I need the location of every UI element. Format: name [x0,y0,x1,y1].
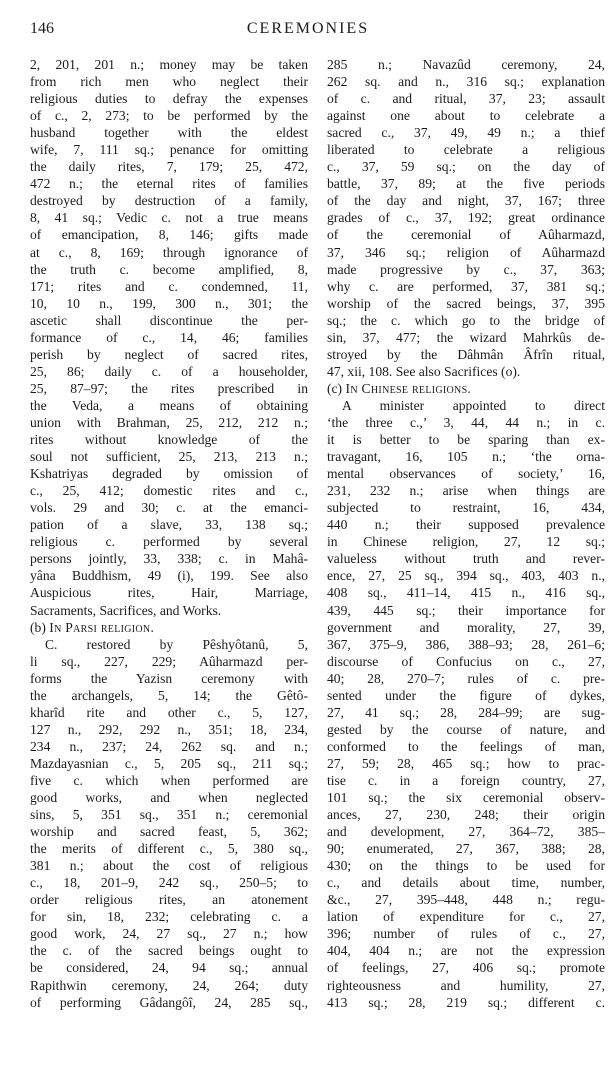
index-line: &c., 27, 395–448, 448 n.; regu- [327,892,605,908]
index-line: tise c. in a foreign country, 27, [327,772,605,788]
page-header [30,20,586,42]
index-line: union with Brahman, 25, 212, 212 n.; [30,414,308,430]
index-line: c., and details about time, number, [327,875,605,891]
index-line: 430; on the things to be used for [327,858,605,874]
index-line: subjected to restraint, 16, 434, [327,500,605,516]
index-line: Sacraments, Sacrifices, and Works. [30,602,222,618]
index-line: Kshatriyas degraded by omission of [30,466,308,482]
index-line: 37, 346 sq.; religion of Aûharmazd [327,244,605,260]
index-line: conformed to the feelings of man, [327,738,605,754]
index-line: 231, 232 n.; arise when things are [327,483,605,499]
index-line: righteousness and humility, 27, [327,977,605,993]
index-line: grades of c., 37, 192; great ordinance [327,210,605,226]
index-line: A minister appointed to direct [341,397,605,413]
index-line: sented under the figure of dykes, [327,687,605,703]
index-line: Auspicious rites, Hair, Marriage, [30,585,308,601]
index-line: formance of c., 14, 46; families [30,329,308,345]
index-line: of feelings, 27, 406 sq.; promote [327,960,605,976]
index-line: of the ceremonial of Aûharmazd, [327,227,605,243]
index-line: 413 sq.; 28, 219 sq.; different c. [327,994,605,1010]
index-line: 381 n.; about the cost of religious [30,858,308,874]
index-line: it is better to be sparing than ex- [327,432,605,448]
index-line: 25, 87–97; the rites prescribed in [30,380,308,396]
index-line: 404, 404 n.; are not the expression [327,943,605,959]
page-number: 146 [30,20,54,37]
index-line: of c., 2, 273; to be performed by the [30,108,308,124]
index-line: 440 n.; their supposed prevalence [327,517,605,533]
index-line: discourse of Confucius on c., 27, [327,653,605,669]
index-line: wife, 7, 111 sq.; penance for omitting [30,142,308,158]
right-column [327,56,605,1011]
index-line: 47, xii, 108. See also Sacrifices (o). [327,363,521,379]
index-line: at c., 8, 169; through ignorance of [30,244,308,260]
index-line: religious duties to defray the expenses [30,91,308,107]
index-line: made progressive by c., 37, 363; [327,261,605,277]
index-line: 396; number of rules of c., 27, [327,926,605,942]
index-line: kharîd rite and other c., 5, 127, [30,704,308,720]
index-line: pation of a slave, 33, 138 sq.; [30,517,308,533]
index-line: gested by the course of nature, and [327,721,605,737]
index-line: 27, 41 sq.; 28, 284–99; are sug- [327,704,605,720]
index-line: of c. and ritual, 37, 23; assault [327,91,605,107]
index-line: for sin, 18, 232; celebrating c. a [30,909,308,925]
index-line: be considered, 24, 94 sq.; annual [30,960,308,976]
index-line: sq.; the c. which go to the bridge of [327,312,605,328]
index-line: 127 n., 292, 292 n., 351; 18, 234, [30,721,308,737]
index-line: mental observances of society,’ 16, [327,466,605,482]
index-line: 10, 10 n., 199, 300 n., 301; the [30,295,308,311]
index-line: stroyed by the Dâhmân Âfrîn ritual, [327,346,605,362]
index-line: good work, 24, 27 sq., 27 n.; how [30,926,308,942]
index-line: the daily rites, 7, 179; 25, 472, [30,159,308,175]
index-line: battle, 37, 89; at the five periods [327,176,605,192]
index-line: the merits of different c., 5, 380 sq., [30,841,308,857]
index-line: valueless without truth and rever- [327,551,605,567]
index-line: the Veda, a means of obtaining [30,397,308,413]
index-line: 285 n.; Navazûd ceremony, 24, [327,57,605,72]
index-line: sacred c., 37, 49, 49 n.; a thief [327,125,605,141]
index-line: of emancipation, 8, 146; gifts made [30,227,308,243]
index-line: 8, 41 sq.; Vedic c. not a true means [30,210,308,226]
index-line: 27, 59; 28, 465 sq.; how to prac- [327,755,605,771]
index-line: Rapithwin ceremony, 24, 264; duty [30,977,308,993]
index-line: 101 sq.; the six ceremonial observ- [327,790,605,806]
index-line: persons jointly, 33, 338; c. in Mahâ- [30,551,308,567]
index-line: 234 n., 237; 24, 262 sq. and n.; [30,738,308,754]
index-line: ances, 27, 230, 248; their origin [327,807,605,823]
index-line: 25, 86; daily c. of a householder, [30,363,308,379]
index-line: C. restored by Pêshyôtanû, 5, [44,636,308,652]
index-line: li sq., 227, 229; Aûharmazd per- [30,653,308,669]
index-line: liberated to celebrate a religious [327,142,605,158]
index-line: c., 18, 201–9, 242 sq., 250–5; to [30,875,308,891]
index-line: 90; enumerated, 27, 367, 388; 28, [327,841,605,857]
index-line: travagant, 16, 105 n.; ‘the orna- [327,449,605,465]
index-line: why c. are performed, 37, 381 sq.; [327,278,605,294]
index-line: 472 n.; the eternal rites of families [30,176,308,192]
index-line: in Chinese religion, 27, 12 sq.; [327,534,605,550]
section-heading: (c) In Chinese religions. [327,380,472,396]
index-line: rites without knowledge of the [30,432,308,448]
index-line: the archangels, 5, 14; the Gêtô- [30,687,308,703]
index-line: husband together with the eldest [30,125,308,141]
index-line: the truth c. become amplified, 8, [30,261,308,277]
index-line: worship and sacred feast, 5, 362; [30,824,308,840]
index-line: perish by neglect of sacred rites, [30,346,308,362]
index-line: of performing Gâdangôî, 24, 285 sq., [30,994,308,1010]
index-line: 408 sq., 411–14, 415 n., 416 sq., [327,585,605,601]
index-line: vols. 29 and 30; c. at the emanci- [30,500,308,516]
index-line: worship of the sacred beings, 37, 395 [327,295,605,311]
index-line: Mazdayasnian c., 5, 205 sq., 211 sq.; [30,755,308,771]
index-line: order religious rites, an atonement [30,892,308,908]
section-heading: (b) In Parsi religion. [30,619,155,635]
index-line: ence, 27, 25 sq., 394 sq., 403, 403 n., [327,568,605,584]
running-title: CEREMONIES [246,20,370,37]
index-line: 367, 375–9, 386, 388–93; 28, 261–6; [327,636,605,652]
index-line: soul not sufficient, 25, 213, 213 n.; [30,449,308,465]
index-line: 171; rites and c. condemned, 11, [30,278,308,294]
index-line: destroyed by destruction of a family, [30,193,308,209]
index-line: the c. of the sacred beings ought to [30,943,308,959]
index-line: government and morality, 27, 39, [327,619,605,635]
index-line: yâna Buddhism, 49 (i), 199. See also [30,568,308,584]
index-line: lation of expenditure for c., 27, [327,909,605,925]
index-line: and development, 27, 364–72, 385– [327,824,605,840]
index-line: 262 sq. and n., 316 sq.; explanation [327,74,605,90]
index-line: 439, 445 sq.; their importance for [327,602,605,618]
index-line: sin, 37, 477; the wizard Mahrkûs de- [327,329,605,345]
index-line: against one about to celebrate a [327,108,605,124]
index-line: ‘the three c.,’ 3, 44, 44 n.; in c. [327,414,605,430]
left-column [30,56,308,1011]
index-line: religious c. performed by several [30,534,308,550]
index-line: of the day and night, 37, 167; three [327,193,605,209]
index-line: five c. which when performed are [30,772,308,788]
index-line: ascetic shall discontinue the per- [30,312,308,328]
index-line: sins, 5, 351 sq., 351 n.; ceremonial [30,807,308,823]
index-line: from rich men who neglect their [30,74,308,90]
index-line: c., 25, 412; domestic rites and c., [30,483,308,499]
index-line: c., 37, 59 sq.; on the day of [327,159,605,175]
index-line: good works, and when neglected [30,790,308,806]
index-line: forms the Yazisn ceremony with [30,670,308,686]
index-line: 2, 201, 201 n.; money may be taken [30,57,308,72]
index-line: 40; 28, 270–7; rules of c. pre- [327,670,605,686]
